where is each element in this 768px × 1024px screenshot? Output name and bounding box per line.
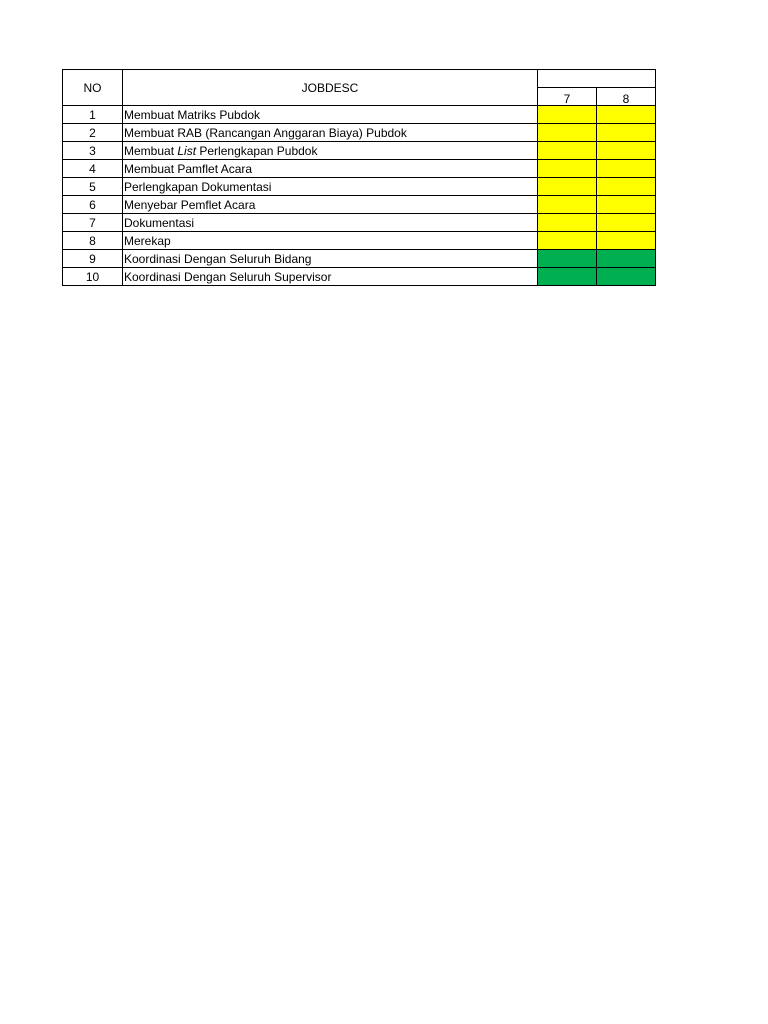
status-cell-day-8 (597, 178, 656, 196)
day-header-8: 8 (597, 88, 656, 106)
table-row (63, 160, 656, 178)
jobdesc-text: Membuat RAB (Rancangan Anggaran Biaya) Pubdok (124, 125, 407, 140)
row-number: 7 (63, 214, 123, 232)
jobdesc-text: Merekap (124, 233, 171, 248)
jobdesc-text: Membuat Matriks Pubdok (124, 107, 261, 122)
table-row (63, 214, 656, 232)
table-row (63, 232, 656, 250)
status-cell-day-8 (597, 268, 656, 286)
status-cell-day-8 (597, 196, 656, 214)
table-row (63, 124, 656, 142)
jobdesc-text: Dokumentasi (124, 215, 195, 230)
row-number: 8 (63, 232, 123, 250)
row-number: 3 (63, 142, 123, 160)
status-cell-day-8 (597, 250, 656, 268)
row-number: 10 (63, 268, 123, 286)
jobdesc-text: Perlengkapan Pubdok (196, 143, 318, 158)
row-number: 9 (63, 250, 123, 268)
status-cell-day-7 (538, 250, 597, 268)
status-cell-day-8 (597, 142, 656, 160)
jobdesc-cell (123, 160, 538, 178)
table-row (63, 250, 656, 268)
jobdesc-cell (123, 232, 538, 250)
jobdesc-cell (123, 106, 538, 124)
row-number: 2 (63, 124, 123, 142)
status-cell-day-7 (538, 106, 597, 124)
jobdesc-cell (123, 250, 538, 268)
jobdesc-text: Membuat Pamflet Acara (124, 161, 253, 176)
table-row (63, 196, 656, 214)
status-cell-day-7 (538, 160, 597, 178)
day-group-header (538, 70, 656, 88)
jobdesc-cell (123, 214, 538, 232)
no-header: NO (63, 70, 123, 106)
jobdesc-table (62, 69, 656, 286)
spreadsheet-page (62, 69, 656, 286)
status-cell-day-7 (538, 142, 597, 160)
jobdesc-cell (123, 268, 538, 286)
status-cell-day-7 (538, 214, 597, 232)
row-number: 5 (63, 178, 123, 196)
table-body (63, 70, 656, 286)
jobdesc-cell (123, 142, 538, 160)
status-cell-day-7 (538, 178, 597, 196)
status-cell-day-8 (597, 106, 656, 124)
jobdesc-cell (123, 196, 538, 214)
table-row (63, 268, 656, 286)
row-number: 6 (63, 196, 123, 214)
row-number: 1 (63, 106, 123, 124)
jobdesc-text: Perlengkapan Dokumentasi (124, 179, 272, 194)
jobdesc-text: List (177, 143, 197, 158)
day-header-7: 7 (538, 88, 597, 106)
status-cell-day-7 (538, 124, 597, 142)
jobdesc-text: Koordinasi Dengan Seluruh Supervisor (124, 269, 332, 284)
table-row (63, 106, 656, 124)
jobdesc-text: Membuat (124, 143, 178, 158)
status-cell-day-8 (597, 214, 656, 232)
jobdesc-cell (123, 124, 538, 142)
jobdesc-cell (123, 178, 538, 196)
status-cell-day-8 (597, 124, 656, 142)
status-cell-day-8 (597, 160, 656, 178)
row-number: 4 (63, 160, 123, 178)
table-row (63, 178, 656, 196)
status-cell-day-7 (538, 232, 597, 250)
status-cell-day-7 (538, 196, 597, 214)
header-row-top (63, 70, 656, 88)
jobdesc-text: Koordinasi Dengan Seluruh Bidang (124, 251, 312, 266)
status-cell-day-7 (538, 268, 597, 286)
jobdesc-text: Menyebar Pemflet Acara (124, 197, 256, 212)
table-row (63, 142, 656, 160)
status-cell-day-8 (597, 232, 656, 250)
jobdesc-header: JOBDESC (123, 70, 538, 106)
